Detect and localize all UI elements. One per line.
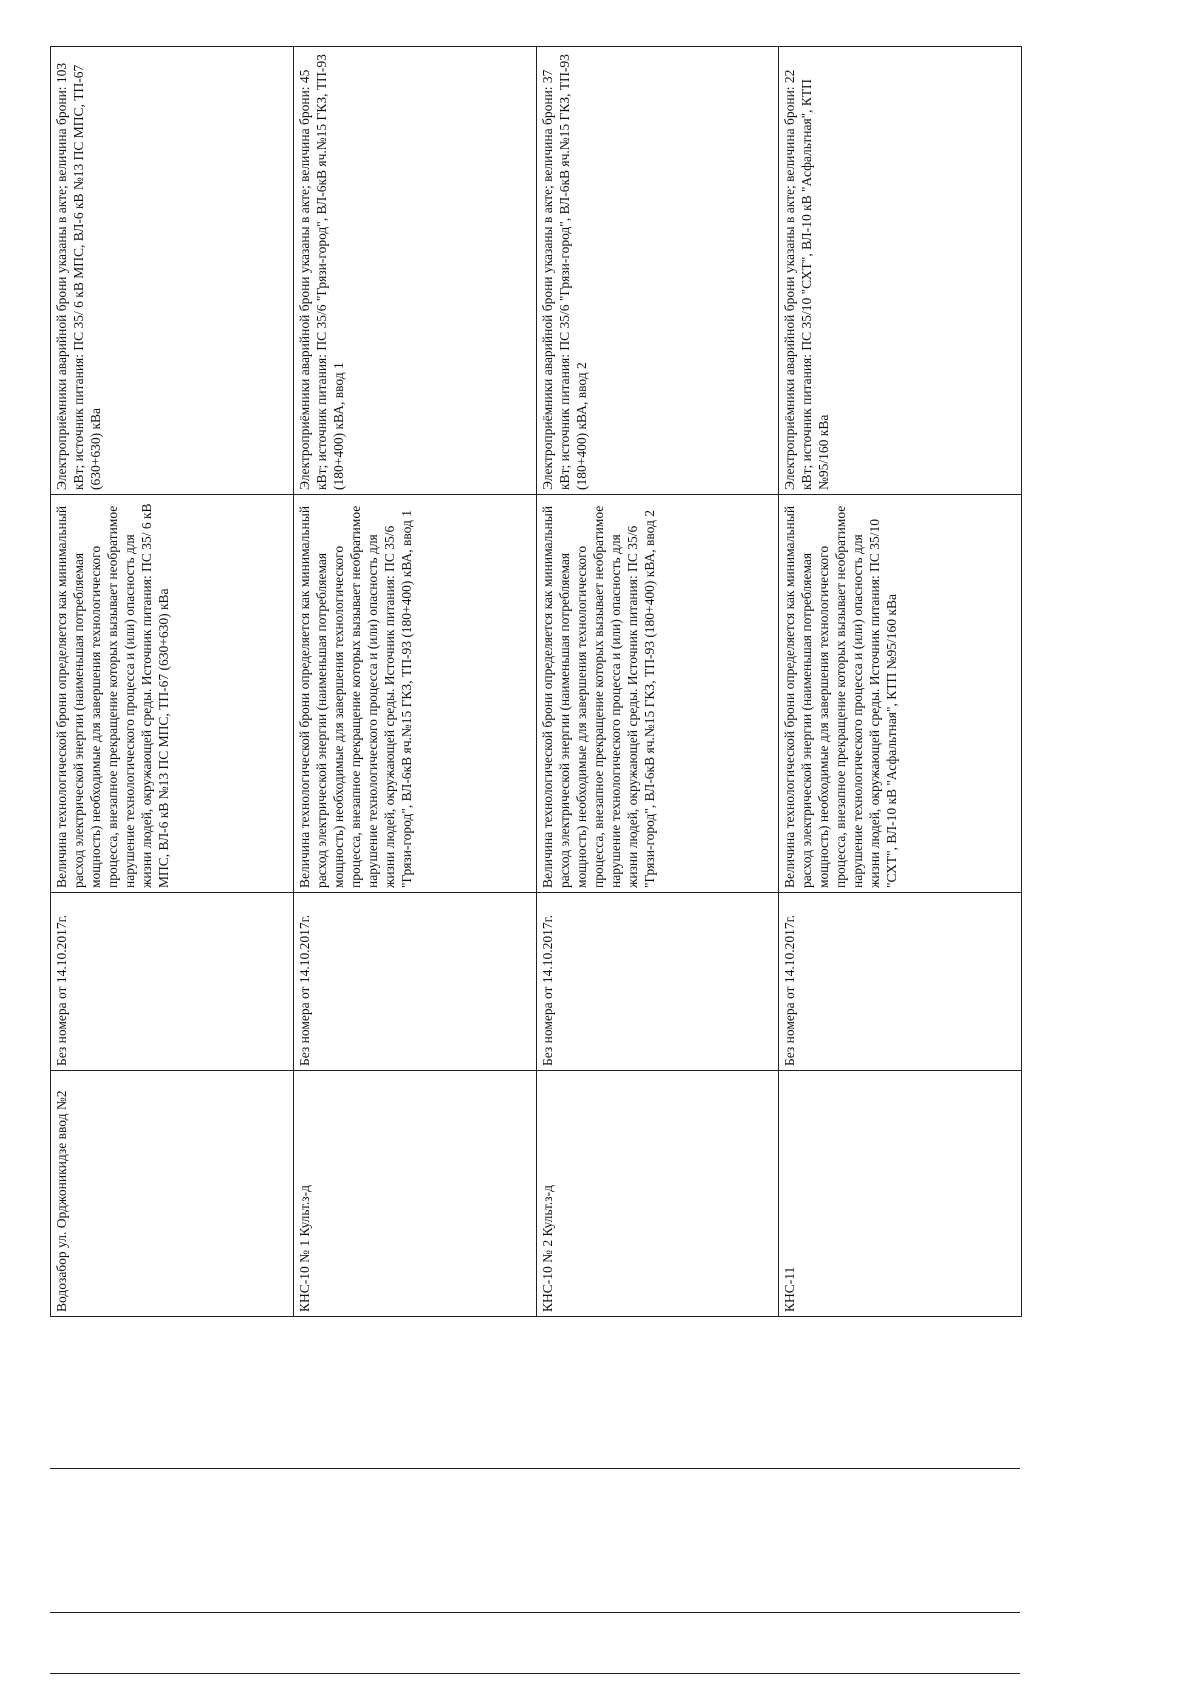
reserve-table (50, 46, 1022, 1317)
tech-reserve-cell: Величина технологической брони определяется как минимальный расход электрической энергии (наименьшая потребляемая мощность) необходимые для завершения технологического процесса, внезапное прекращение которых вызывает необратимое нарушение технологического процесса и (или) опасность для жизни людей, окружающей среды. Источник питания: ПС 35/ 6 кВ МПС, ВЛ-6 кВ №13 ПС МПС, ТП-67 (630+630) кВа (51, 495, 294, 893)
tech-reserve-cell: Величина технологической брони определяется как минимальный расход электрической энергии (наименьшая потребляемая мощность) необходимые для завершения технологического процесса, внезапное прекращение которых вызывает необратимое нарушение технологического процесса и (или) опасность для жизни людей, окружающей среды. Источник питания: ПС 35/6 "Грязи-город", ВЛ-6кВ яч.№15 ГКЗ, ТП-93 (180+400) кВА, ввод 1 (293, 495, 536, 893)
table-row (293, 47, 536, 1317)
object-name-cell: КНС-10 № 2 Культ.з-д (536, 1071, 779, 1317)
signature-line (50, 1673, 1020, 1674)
act-cell: Без номера от 14.10.2017г. (51, 893, 294, 1071)
emergency-reserve-cell: Электроприёмники аварийной брони указаны в акте; величина брони: 37 кВт; источник питания: ПС 35/6 "Грязи-город", ВЛ-6кВ яч.№15 ГКЗ, ТП-93 (180+400) кВА, ввод 2 (536, 47, 779, 495)
table-row (51, 47, 294, 1317)
signature-line (50, 1612, 1020, 1613)
tech-reserve-cell: Величина технологической брони определяется как минимальный расход электрической энергии (наименьшая потребляемая мощность) необходимые для завершения технологического процесса, внезапное прекращение которых вызывает необратимое нарушение технологического процесса и (или) опасность для жизни людей, окружающей среды. Источник питания: ПС 35/10 "СХТ", ВЛ-10 кВ "Асфальтная", КТП №95/160 кВа (779, 495, 1022, 893)
table-row (536, 47, 779, 1317)
act-cell: Без номера от 14.10.2017г. (293, 893, 536, 1071)
object-name-cell: КНС-10 № 1 Культ.з-д (293, 1071, 536, 1317)
act-cell: Без номера от 14.10.2017г. (779, 893, 1022, 1071)
table-row (779, 47, 1022, 1317)
emergency-reserve-cell: Электроприёмники аварийной брони указаны в акте; величина брони: 103 кВт; источник питания: ПС 35/ 6 кВ МПС, ВЛ-6 кВ №13 ПС МПС, ТП-67 (630+630) кВа (51, 47, 294, 495)
rotated-table-wrapper (50, 47, 1022, 1317)
act-cell: Без номера от 14.10.2017г. (536, 893, 779, 1071)
object-name-cell: КНС-11 (779, 1071, 1022, 1317)
emergency-reserve-cell: Электроприёмники аварийной брони указаны в акте; величина брони: 45 кВт; источник питания: ПС 35/6 "Грязи-город", ВЛ-6кВ яч.№15 ГКЗ, ТП-93 (180+400) кВА, ввод 1 (293, 47, 536, 495)
emergency-reserve-cell: Электроприёмники аварийной брони указаны в акте; величина брони: 22 кВт; источник питания: ПС 35/10 "СХТ", ВЛ-10 кВ "Асфальтная", КТП №95/160 кВа (779, 47, 1022, 495)
object-name-cell: Водозабор ул. Орджоникидзе ввод №2 (51, 1071, 294, 1317)
tech-reserve-cell: Величина технологической брони определяется как минимальный расход электрической энергии (наименьшая потребляемая мощность) необходимые для завершения технологического процесса, внезапное прекращение которых вызывает необратимое нарушение технологического процесса и (или) опасность для жизни людей, окружающей среды. Источник питания: ПС 35/6 "Грязи-город", ВЛ-6кВ яч.№15 ГКЗ, ТП-93 (180+400) кВА, ввод 2 (536, 495, 779, 893)
signature-line (50, 1468, 1020, 1469)
